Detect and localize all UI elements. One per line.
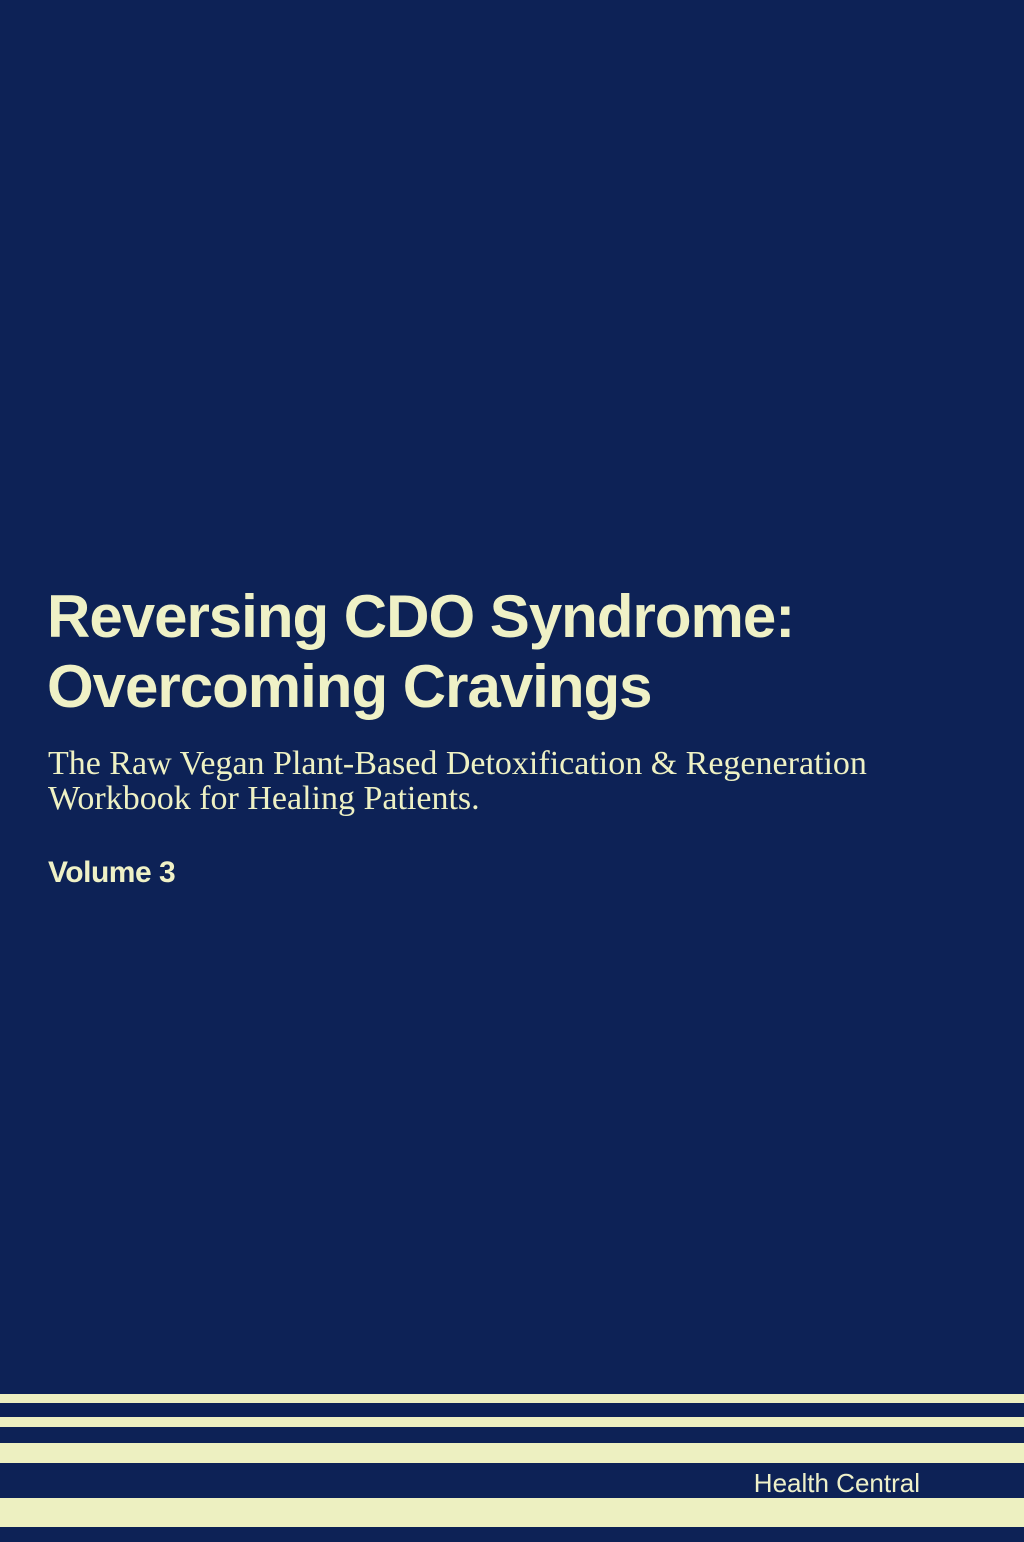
book-title-line1: Reversing CDO Syndrome: (47, 583, 795, 650)
publisher-band (0, 1463, 1024, 1498)
book-subtitle-line1: The Raw Vegan Plant-Based Detoxification & Regeneration (48, 745, 867, 782)
book-title-line2: Overcoming Cravings (47, 653, 652, 720)
book-subtitle (48, 746, 867, 816)
footer-stripe-3 (0, 1443, 1024, 1463)
publisher-name: Health Central (753, 1467, 920, 1498)
book-title (47, 582, 794, 722)
book-subtitle-line2: Workbook for Healing Patients. (48, 780, 480, 817)
footer-stripe-1 (0, 1394, 1024, 1403)
volume-label: Volume 3 (48, 856, 176, 889)
footer-stripe-4 (0, 1498, 1024, 1527)
footer-stripe-2 (0, 1417, 1024, 1427)
